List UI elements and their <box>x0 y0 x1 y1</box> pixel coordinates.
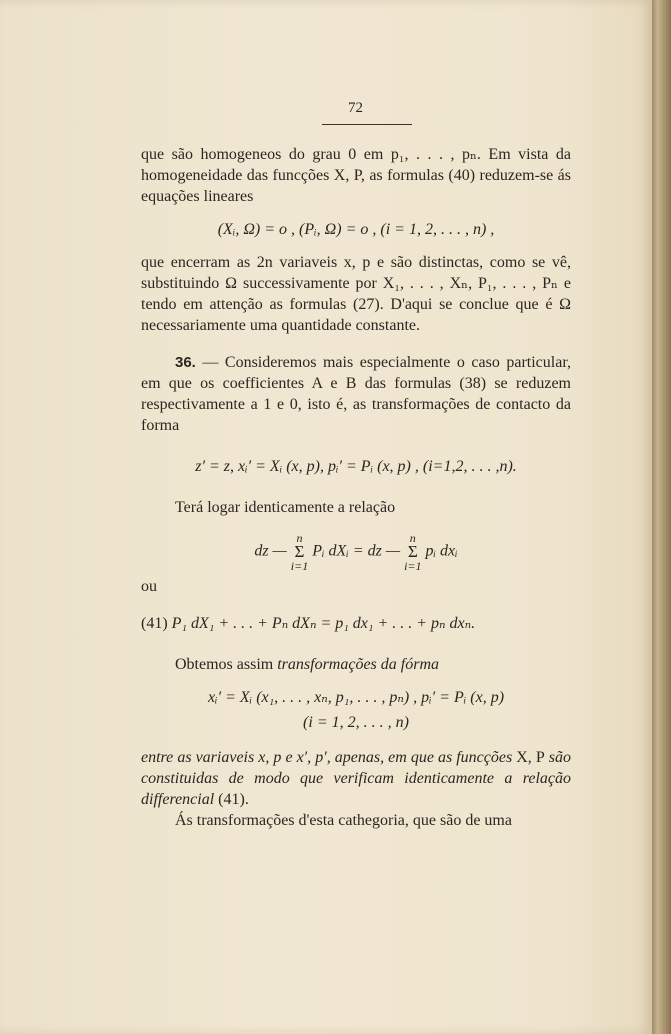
summation-1 <box>291 532 308 572</box>
equation-3-right: pᵢ dxᵢ <box>425 542 458 560</box>
equation-5b: (i = 1, 2, . . . , n) <box>303 714 409 731</box>
equation-4 <box>141 613 571 634</box>
paragraph-6-italic-a: entre as variaveis x, p e x′, p′, apenas, em que as funcções <box>141 749 517 766</box>
paragraph-3 <box>141 352 571 436</box>
header-rule <box>322 124 412 125</box>
paragraph-5 <box>141 654 571 675</box>
equation-3-left: dz — <box>254 542 287 560</box>
equation-2: z′ = z, xᵢ′ = Xᵢ (x, p), pᵢ′ = Pᵢ (x, p) , (i=1,2, . . . ,n). <box>195 458 517 475</box>
equation-4-label: (41) <box>141 615 168 632</box>
paragraph-2: que encerram as 2n variaveis x, p e são distinctas, como se vê, substituindo Ω successivamente por X₁, . . . , Xₙ, P₁, . . . , Pₙ e tendo em attenção as formulas (27). D'aqui se conclue que é Ω necessariamente uma quantidade constante. <box>141 254 571 334</box>
equation-3-mid: Pᵢ dXᵢ = dz — <box>312 542 401 560</box>
equation-4-body: P₁ dX₁ + . . . + Pₙ dXₙ = p₁ dx₁ + . . . + pₙ dxₙ. <box>171 615 476 632</box>
paragraph-4: Terá logar identicamente a relação <box>175 499 396 516</box>
sum-sign-2: Σ <box>407 542 418 561</box>
paragraph-6 <box>141 747 571 810</box>
equation-5: xᵢ′ = Xᵢ (x₁, . . . , xₙ, p₁, . . . , pₙ) , pᵢ′ = Pᵢ (x, p) <box>207 689 505 706</box>
page-edge <box>652 0 671 1034</box>
equation-1: (Xᵢ, Ω) = o , (Pᵢ, Ω) = o , (i = 1, 2, . . . , n) , <box>217 221 495 238</box>
paragraph-7: Ás transformações d'esta cathegoria, que são de uma <box>175 812 512 829</box>
sum-upper-1: n <box>296 531 303 545</box>
word-ou: ou <box>141 578 157 595</box>
section-number: 36. <box>175 354 196 371</box>
paragraph-5-plain: Obtemos assim <box>175 656 278 673</box>
page-number: 72 <box>348 100 363 116</box>
paragraph-3-text: — Consideremos mais especialmente o caso particular, em que os coefficientes A e B das formulas (38) se reduzem respectivamente a 1 e 0, isto é, as transformações de contacto da forma <box>141 354 571 434</box>
paragraph-6-italic-b: são constituidas de modo que verificam identicamente a relação differencial <box>141 749 572 808</box>
sum-lower-1: i=1 <box>290 559 309 573</box>
page-body <box>141 144 571 831</box>
sum-sign-1: Σ <box>294 542 305 561</box>
paragraph-1: que são homogeneos do grau 0 em p₁, . . . , pₙ. Em vista da homogeneidade das funcções X, P, as formulas (40) reduzem-se ás equações lineares <box>141 146 571 205</box>
paragraph-5-italic: transformações da fórma <box>277 656 439 673</box>
paragraph-6-plain-a: X, P <box>516 749 545 766</box>
summation-2 <box>404 532 421 572</box>
sum-lower-2: i=1 <box>404 559 422 573</box>
paragraph-6-plain-b: (41). <box>218 791 249 808</box>
equation-3 <box>141 532 571 572</box>
sum-upper-2: n <box>409 531 416 545</box>
